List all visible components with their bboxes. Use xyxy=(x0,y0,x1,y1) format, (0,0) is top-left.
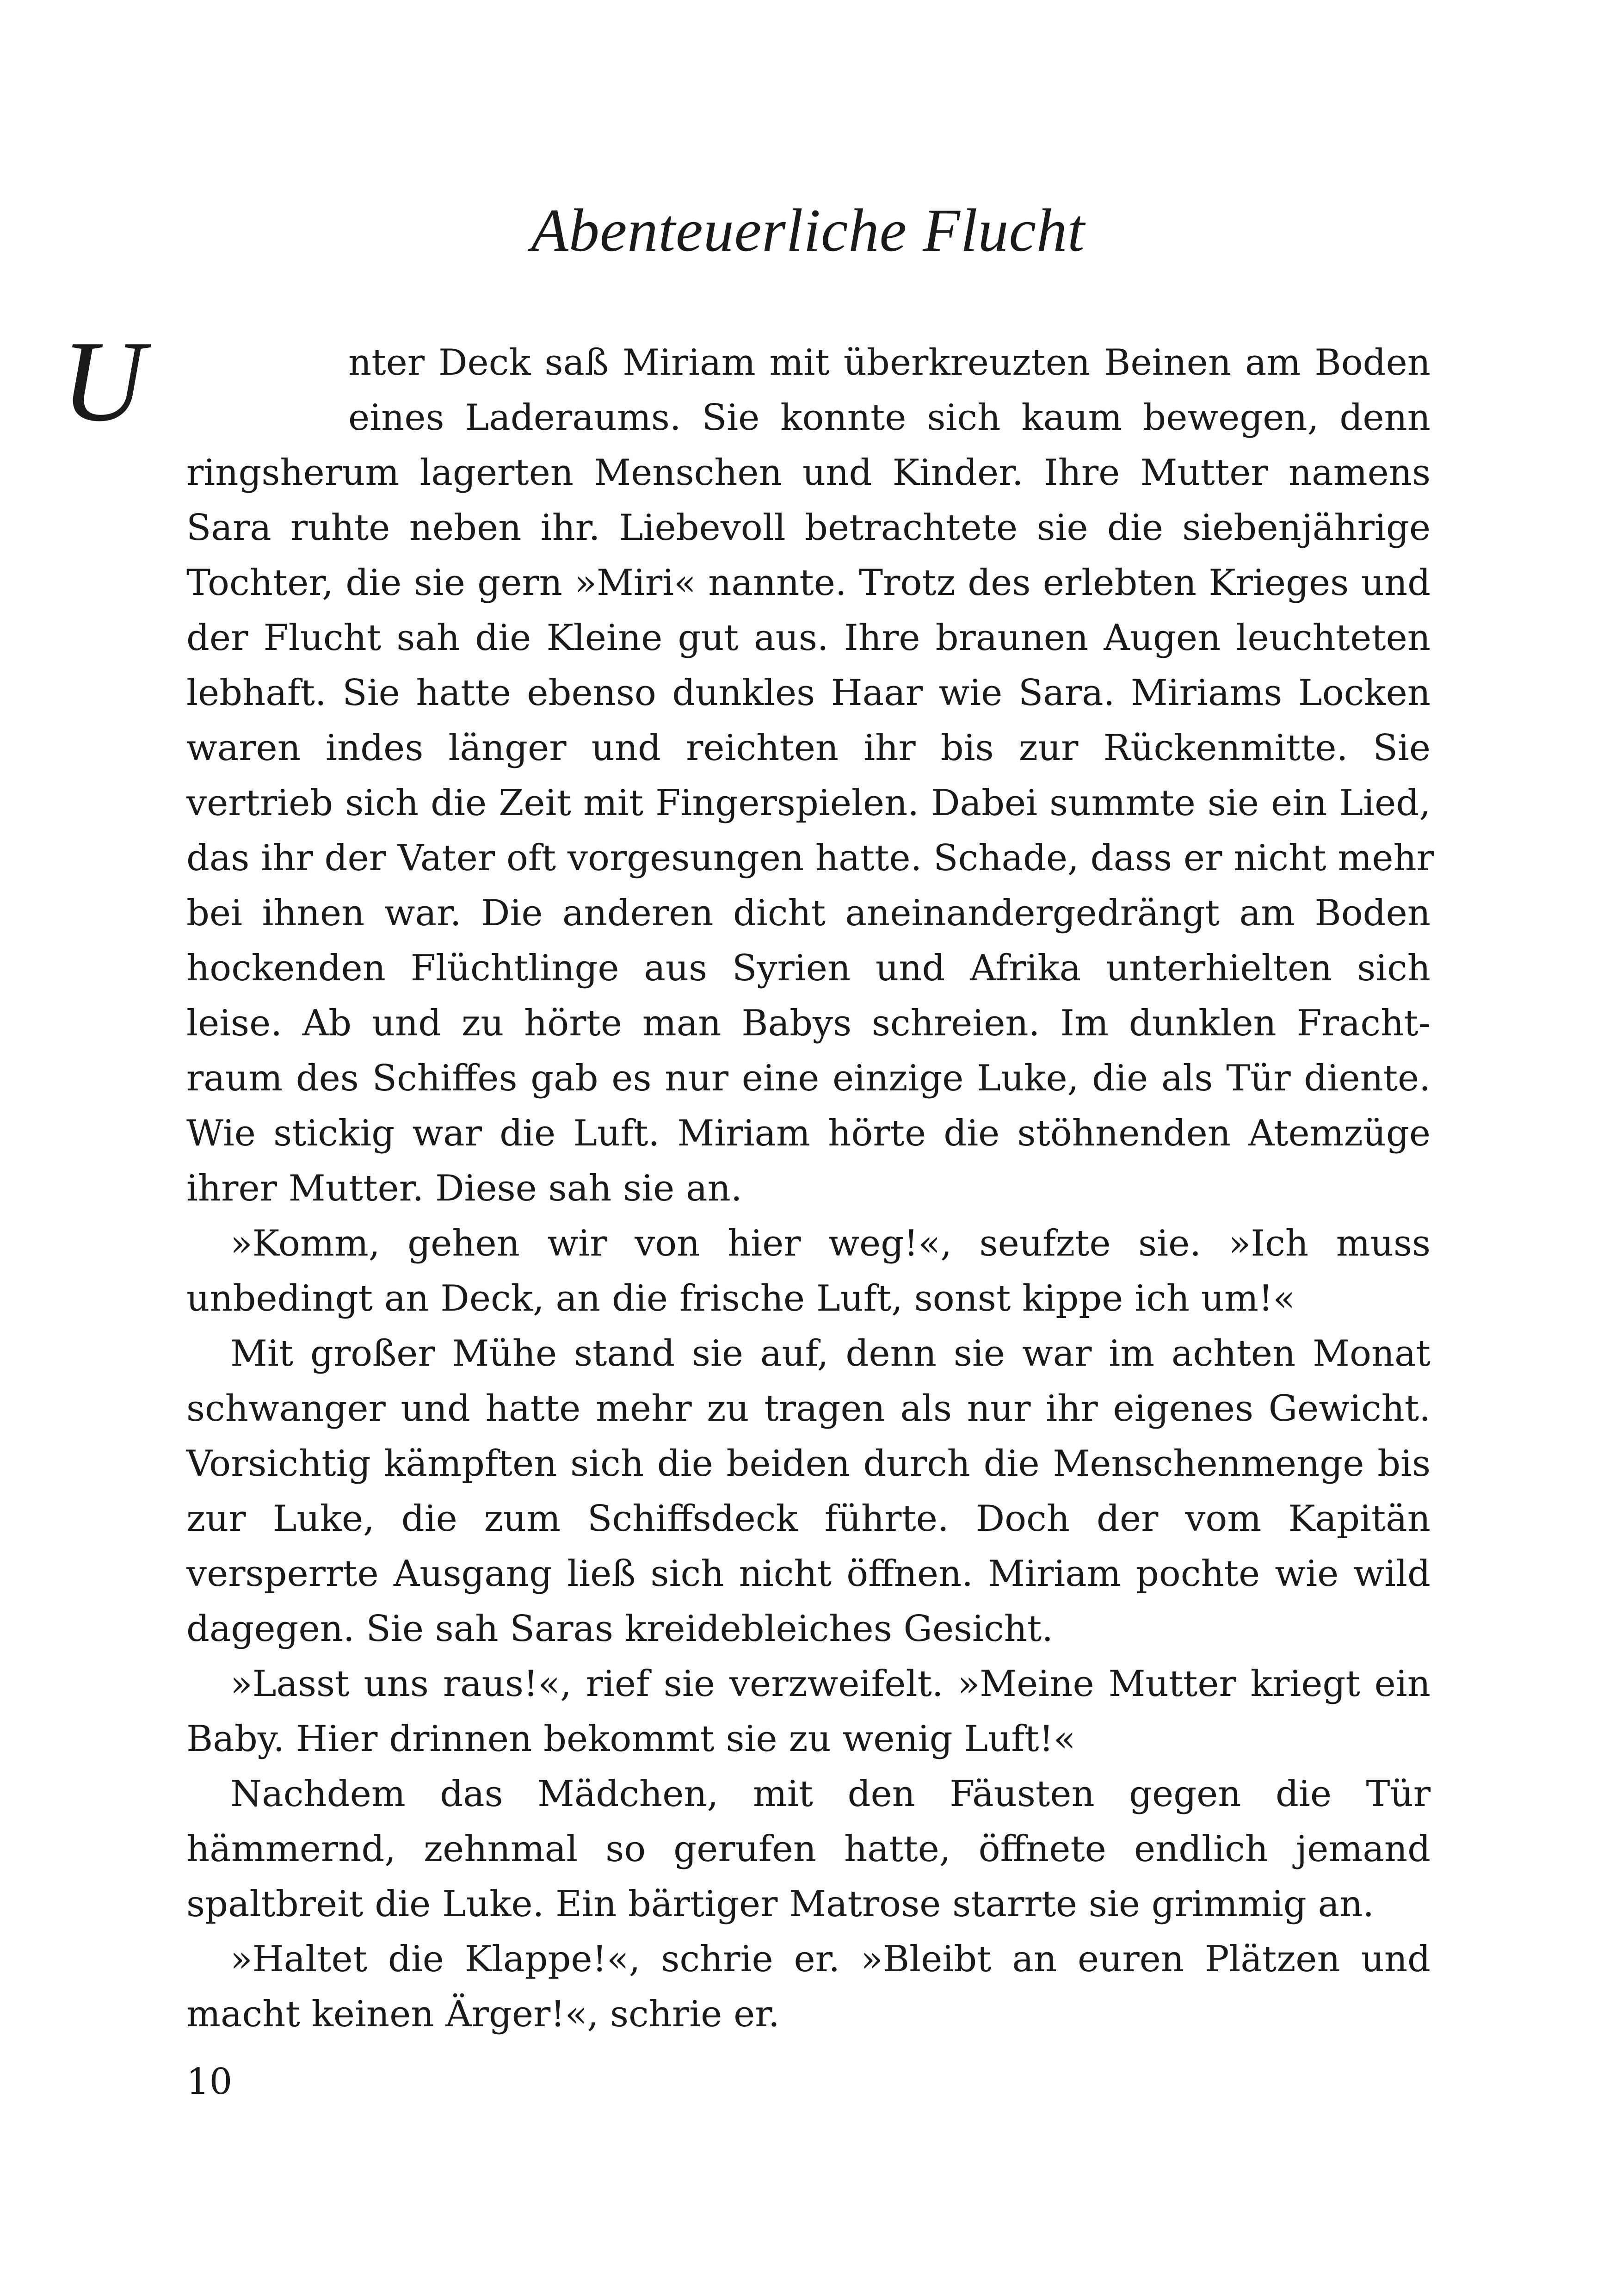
text-line: Mit großer Mühe stand sie auf, denn sie war im achten Monat xyxy=(230,1333,1431,1374)
text-line: unbedingt an Deck, an die frische Luft, sonst kippe ich um!« xyxy=(186,1278,1295,1319)
text-line: »Komm, gehen wir von hier weg!«, seufzte sie. »Ich muss xyxy=(230,1223,1431,1264)
text-line: leise. Ab und zu hörte man Babys schreien. Im dunklen Fracht- xyxy=(186,1003,1431,1044)
text-line: eines Laderaums. Sie konnte sich kaum bewegen, denn xyxy=(348,397,1431,439)
text-line: »Lasst uns raus!«, rief sie verzweifelt. »Meine Mutter kriegt ein xyxy=(230,1663,1431,1705)
text-line: dagegen. Sie sah Saras kreidebleiches Gesicht. xyxy=(186,1608,1054,1650)
text-line: Vorsichtig kämpften sich die beiden durch die Menschenmenge bis xyxy=(186,1443,1431,1485)
chapter-body-text xyxy=(186,335,1434,2042)
text-line: Sara ruhte neben ihr. Liebevoll betrachtete sie die siebenjährige xyxy=(186,507,1431,549)
text-line: hockenden Flüchtlinge aus Syrien und Afrika unterhielten sich xyxy=(186,947,1431,989)
text-line: raum des Schiffes gab es nur eine einzige Luke, die als Tür diente. xyxy=(186,1058,1431,1099)
text-line: ringsherum lagerten Menschen und Kinder. Ihre Mutter namens xyxy=(186,452,1431,494)
text-line: schwanger und hatte mehr zu tragen als nur ihr eigenes Gewicht. xyxy=(186,1388,1431,1430)
text-line: lebhaft. Sie hatte ebenso dunkles Haar wie Sara. Miriams Locken xyxy=(186,672,1431,714)
text-line: Tochter, die sie gern »Miri« nannte. Trotz des erlebten Krieges und xyxy=(186,562,1431,604)
text-line: waren indes länger und reichten ihr bis zur Rückenmitte. Sie xyxy=(186,727,1431,769)
chapter-title: Abenteuerliche Flucht xyxy=(531,196,1085,264)
text-line: Nachdem das Mädchen, mit den Fäusten gegen die Tür xyxy=(230,1773,1431,1815)
text-line: zur Luke, die zum Schiffsdeck führte. Doch der vom Kapitän xyxy=(186,1498,1431,1540)
text-line: ihrer Mutter. Diese sah sie an. xyxy=(186,1168,742,1209)
text-line: Wie stickig war die Luft. Miriam hörte die stöhnenden Atemzüge xyxy=(186,1113,1431,1154)
text-line: versperrte Ausgang ließ sich nicht öffnen. Miriam pochte wie wild xyxy=(186,1553,1431,1595)
text-line: spaltbreit die Luke. Ein bärtiger Matrose starrte sie grimmig an. xyxy=(186,1883,1375,1925)
text-line: macht keinen Ärger!«, schrie er. xyxy=(186,1993,780,2035)
text-line: vertrieb sich die Zeit mit Fingerspielen. Dabei summte sie ein Lied, xyxy=(186,782,1431,824)
text-line: hämmernd, zehnmal so gerufen hatte, öffnete endlich jemand xyxy=(186,1828,1431,1870)
text-line: Baby. Hier drinnen bekommt sie zu wenig Luft!« xyxy=(186,1718,1076,1760)
text-line: der Flucht sah die Kleine gut aus. Ihre braunen Augen leuchteten xyxy=(186,617,1431,659)
text-line: nter Deck saß Miriam mit überkreuzten Beinen am Boden xyxy=(348,342,1431,384)
drop-cap: U xyxy=(62,317,145,446)
text-line: das ihr der Vater oft vorgesungen hatte. Schade, dass er nicht mehr xyxy=(186,837,1434,879)
text-line: bei ihnen war. Die anderen dicht aneinandergedrängt am Boden xyxy=(186,892,1431,934)
text-line: »Haltet die Klappe!«, schrie er. »Bleibt an euren Plätzen und xyxy=(230,1938,1431,1980)
page-number: 10 xyxy=(186,2061,233,2103)
